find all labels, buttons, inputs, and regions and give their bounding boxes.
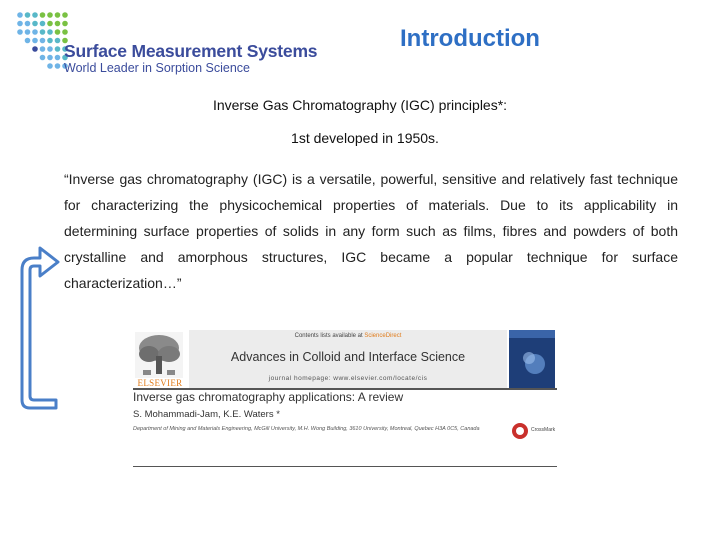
slide-title: Introduction: [400, 25, 540, 52]
journal-masthead: [133, 330, 557, 388]
article-affiliation: Department of Mining and Materials Engineering, McGill University, M.H. Wong Building, 3610 University, Montreal, Quebec H3A 0C5, Canada: [133, 426, 480, 432]
igc-subheading: 1st developed in 1950s.: [291, 130, 439, 146]
masthead-banner: [189, 330, 507, 388]
sciencedirect-link: ScienceDirect: [364, 333, 402, 339]
journal-homepage: journal homepage: www.elsevier.com/locate/cis: [268, 375, 428, 382]
igc-quote: “Inverse gas chromatography (IGC) is a versatile, powerful, sensitive and relatively fast technique for characterizing the physicochemical properties of materials. Due to its applicability in determining surface properties of solids in any form such as films, fibres and powders of both crystalline and amorphous structures, IGC became a popular technique for surface characterization…”: [64, 171, 678, 291]
igc-heading: Inverse Gas Chromatography (IGC) principles*:: [212, 97, 508, 113]
paper-header-image: [133, 330, 557, 470]
logo-title: Surface Measurement Systems: [64, 41, 318, 61]
elsevier-wordmark: ELSEVIER: [137, 378, 183, 388]
logo-subtitle: World Leader in Sorption Science: [64, 61, 250, 75]
journal-name: Advances in Colloid and Interface Science: [230, 350, 466, 364]
contents-prefix: Contents lists available at: [294, 333, 365, 339]
article-title: Inverse gas chromatography applications: A review: [133, 390, 404, 404]
crossmark-label: CrossMark: [531, 427, 556, 433]
journal-cover-icon: [509, 330, 555, 388]
sms-logo: [14, 10, 318, 76]
footer-rule: [133, 466, 557, 467]
crossmark-badge: [511, 420, 555, 442]
article-authors: S. Mohammadi-Jam, K.E. Waters *: [133, 409, 280, 420]
curved-arrow-icon: [12, 236, 62, 416]
crossmark-icon: [511, 422, 529, 440]
contents-line: [189, 333, 507, 339]
